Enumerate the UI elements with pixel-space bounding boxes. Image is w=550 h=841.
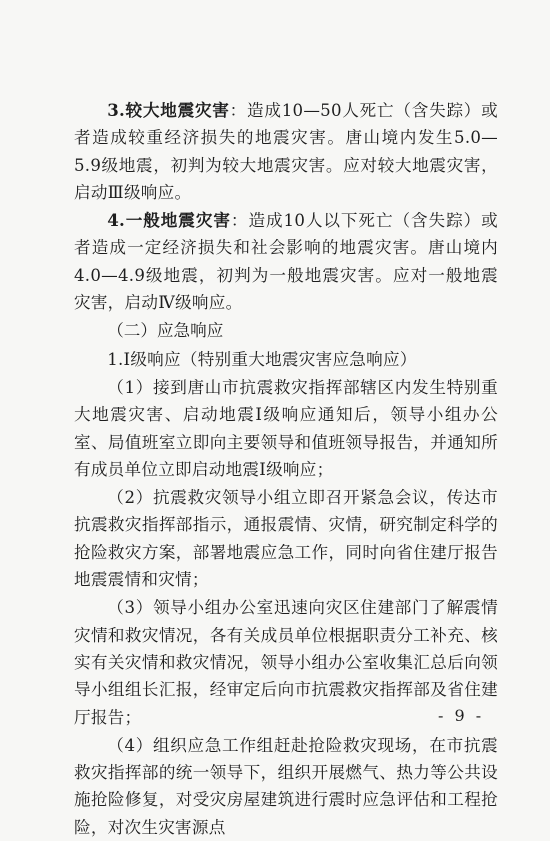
- general-disaster-colon: ：: [230, 211, 249, 231]
- level1-response-heading: 1.Ⅰ级响应（特别重大地震灾害应急响应）: [107, 349, 417, 369]
- list-item-1: （1）接到唐山市抗震救灾指挥部辖区内发生特别重大地震灾害、启动地震Ⅰ级响应通知后，领导小组办公室、局值班室立即向主要领导和值班领导报告，并通知所有成员单位立即启动地震Ⅰ级响应；: [74, 377, 498, 479]
- general-disaster-text: 造成10人以下死亡（含失踪）或者造成一定经济损失和社会影响的地震灾害。唐山境内4.0—4.9级地震，初判为一般地震灾害。应对一般地震灾害，启动Ⅳ级响应。: [74, 211, 499, 313]
- general-disaster-label: 4.一般地震灾害: [107, 210, 231, 231]
- list-item-4: （4）组织应急工作组赶赴抢险救灾现场，在市抗震救灾指挥部的统一领导下，组织开展燃气、热力等公共设施抢险修复，对受灾房屋建筑进行震时应急评估和工程抢险，对次生灾害源点: [74, 735, 498, 837]
- major-disaster-label: 3.较大地震灾害: [107, 100, 230, 120]
- major-disaster-text: 造成10—50人死亡（含失踪）或者造成较重经济损失的地震灾害。唐山境内发生5.0—5.9级地震，初判为较大地震灾害。应对较大地震灾害，启动Ⅲ级响应。: [74, 101, 498, 202]
- paragraph-major-disaster: [74, 97, 498, 206]
- major-disaster-colon: ：: [229, 101, 248, 120]
- page-number: - 9 -: [438, 706, 485, 725]
- section-heading-emergency-response: （二）应急响应: [107, 321, 224, 341]
- list-item-3: （3）领导小组办公室迅速向灾区住建部门了解震情灾情和救灾情况，各有关成员单位根据职责分工补充、核实有关灾情和救灾情况，领导小组办公室收集汇总后向领导小组组长汇报，经审定后向市抗震救灾指挥部及省住建厅报告；: [74, 598, 498, 727]
- list-item-2: （2）抗震救灾领导小组立即召开紧急会议，传达市抗震救灾指挥部指示，通报震情、灾情，研究制定科学的抢险救灾方案，部署地震应急工作，同时向省住建厅报告地震震情和灾情；: [74, 488, 498, 590]
- paragraph-general-disaster: [74, 207, 498, 316]
